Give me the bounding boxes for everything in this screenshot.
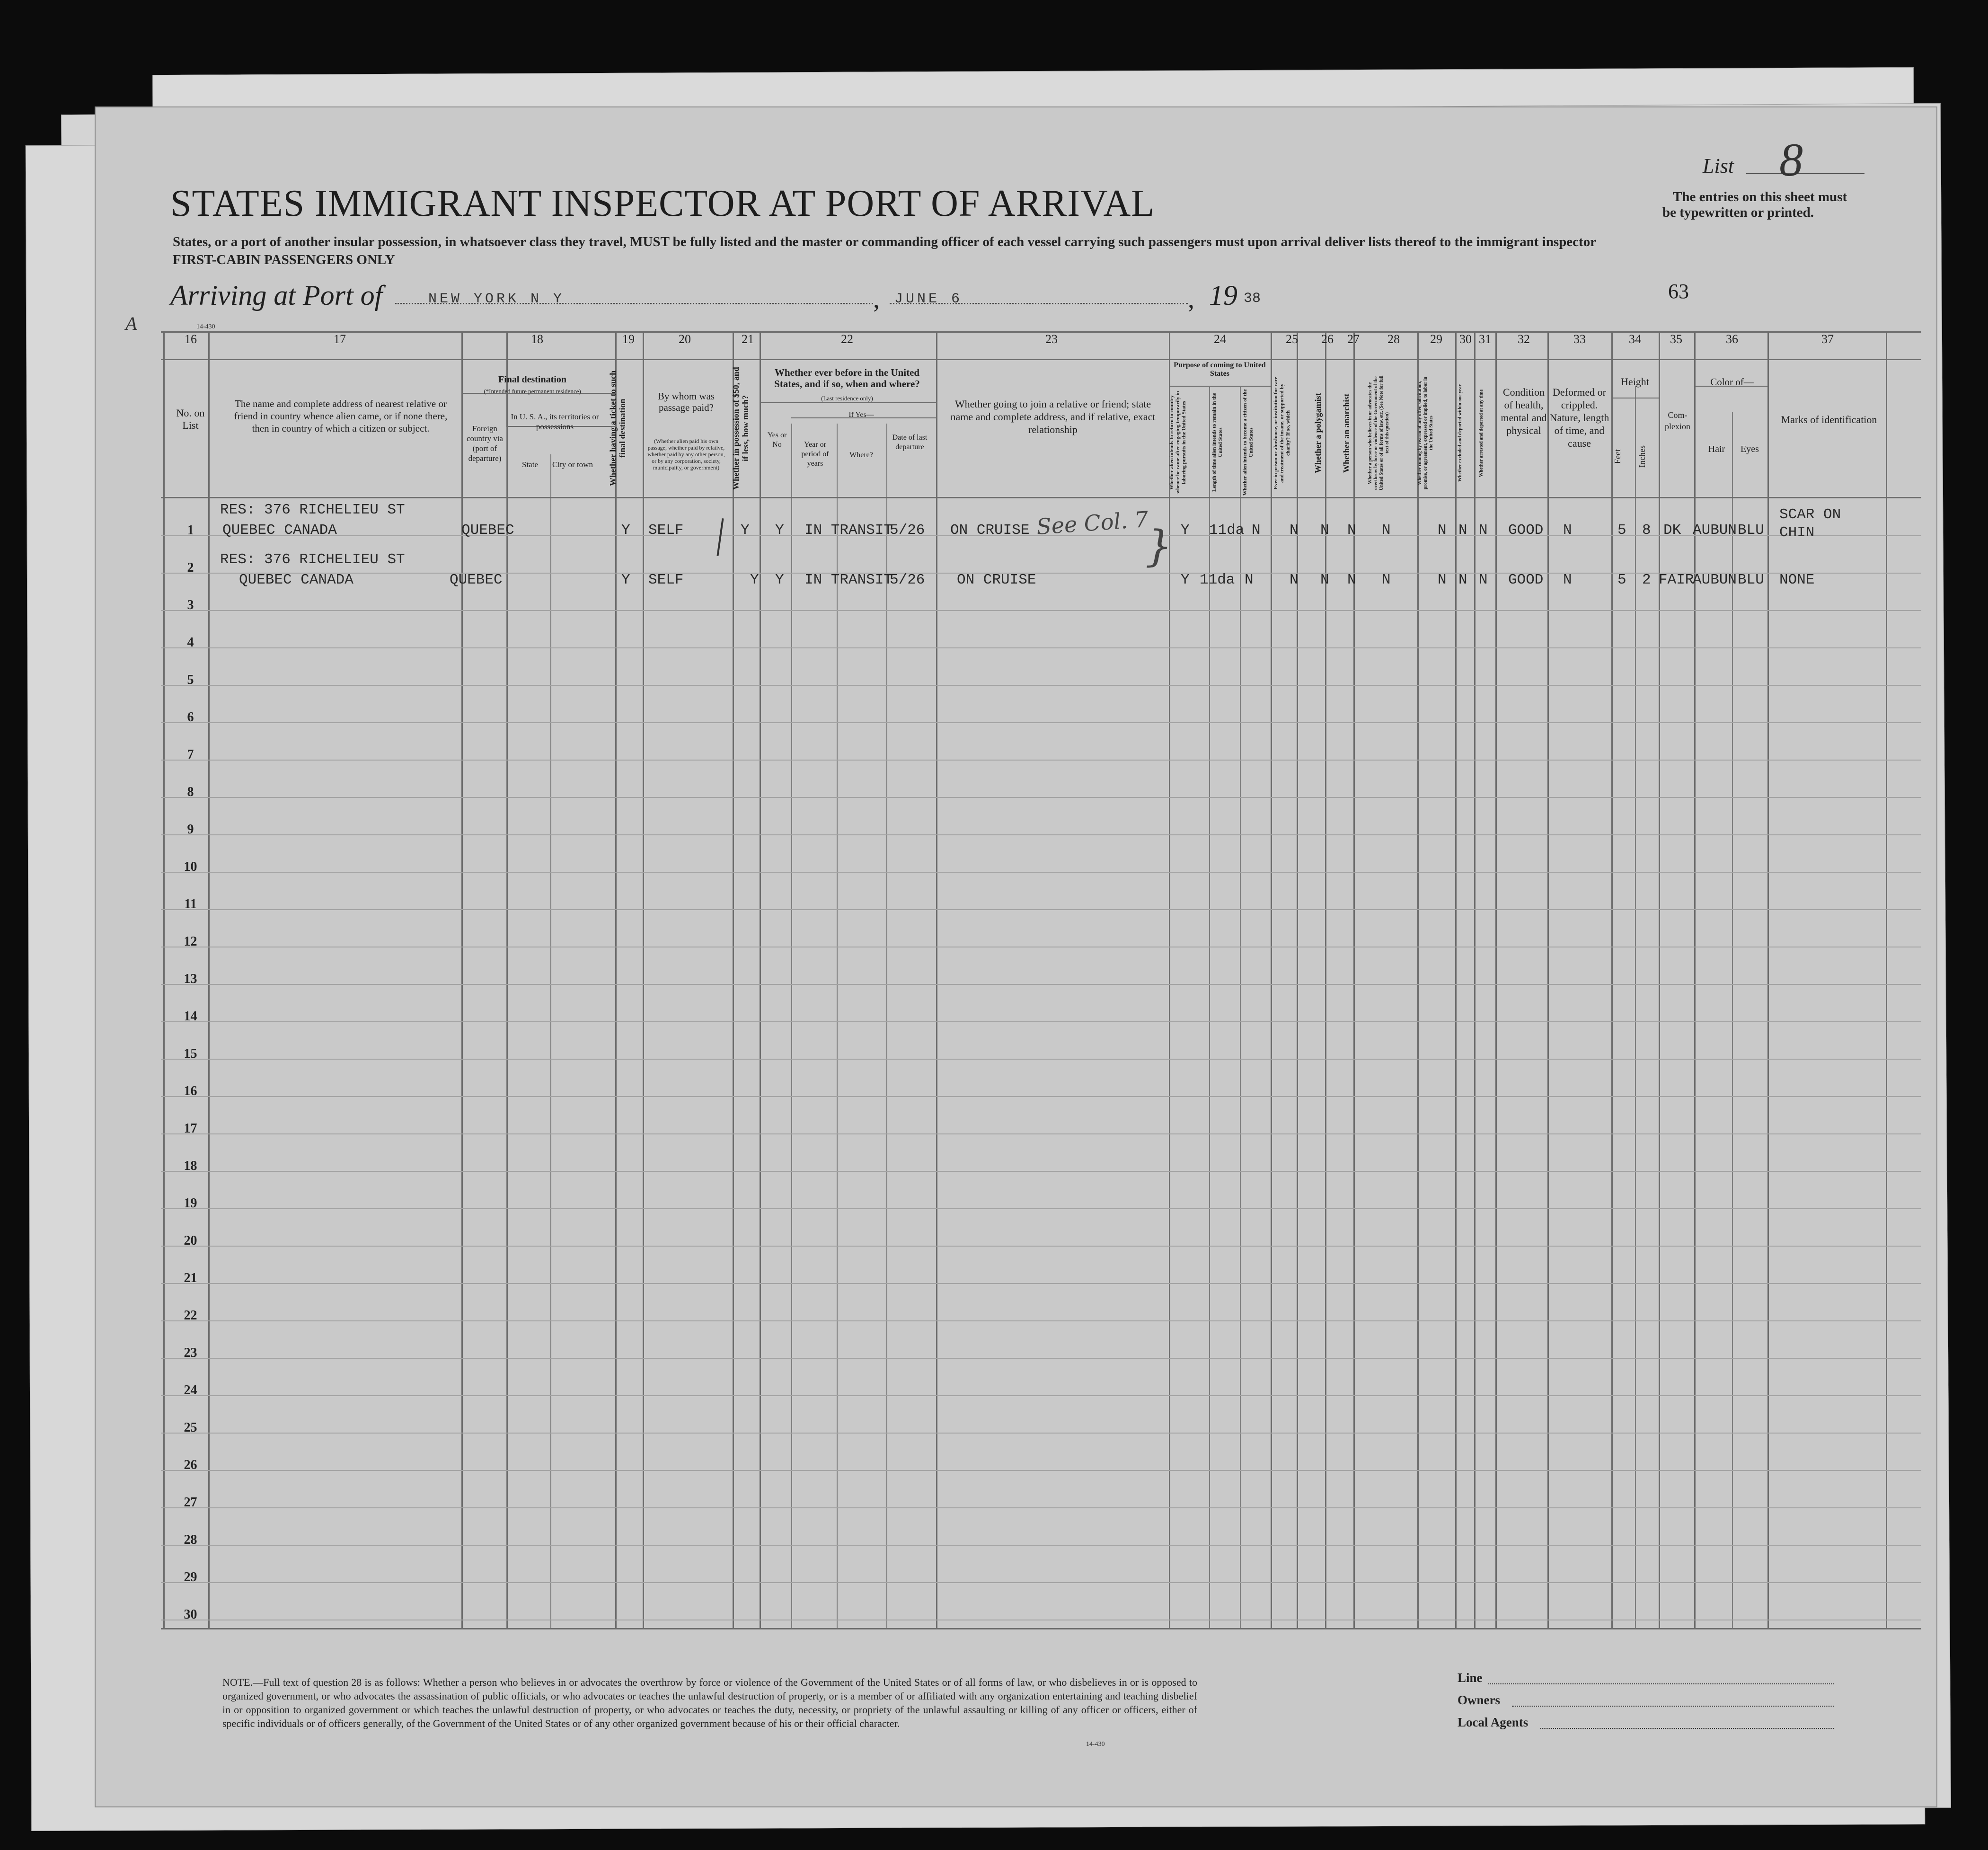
header-c35: Com- plexion: [1665, 410, 1690, 431]
row-rule: [161, 1171, 1921, 1172]
row-rule: [161, 1246, 1921, 1247]
entry-1-labor-offer: N: [1438, 522, 1447, 539]
entry-1-overthrow: N: [1382, 522, 1391, 539]
sub-column-divider: [791, 424, 792, 1628]
entry-2-polygamist: N: [1320, 572, 1329, 588]
column-divider: [163, 331, 165, 1628]
row-rule: [161, 573, 1921, 574]
row-number: 8: [187, 785, 194, 799]
row-rule: [161, 834, 1921, 835]
entry-2-length-of-stay: 11da: [1200, 572, 1235, 588]
column-divider: [615, 331, 617, 1628]
header-c22-note: (Last residence only): [821, 395, 873, 402]
local-agents-label: Local Agents: [1458, 1715, 1529, 1729]
entry-1-excluded: N: [1458, 522, 1467, 539]
entry-2-return-intent: Y: [1181, 572, 1190, 588]
column-divider: [1767, 331, 1769, 1628]
entry-1-hair: AUBUN: [1693, 522, 1737, 539]
row-number: 4: [187, 635, 194, 650]
row-rule: [161, 1021, 1921, 1022]
header-c19: Whether having a ticket to such final destination: [608, 370, 627, 487]
row-number: 19: [184, 1196, 197, 1211]
row-rule: [161, 1507, 1921, 1508]
header-c22-date: Date of last departure: [892, 434, 928, 451]
column-number: 23: [1045, 332, 1058, 346]
column-number: 37: [1821, 332, 1834, 346]
entry-2-excluded: N: [1458, 572, 1467, 588]
header-c24-citizen: Whether alien intends to become a citizen of the United States: [1242, 389, 1254, 496]
page-number: 63: [1668, 280, 1689, 303]
row-rule: [161, 1208, 1921, 1209]
row-number: 20: [184, 1233, 197, 1248]
entry-2-arrested: N: [1479, 572, 1488, 588]
entry-1-where: IN TRANSIT: [804, 522, 893, 539]
table-rule: [161, 1628, 1921, 1629]
column-number: 34: [1629, 332, 1641, 346]
arrival-date: JUNE 6: [894, 291, 963, 307]
header-c36-hair: Hair: [1708, 444, 1725, 454]
column-divider: [936, 331, 937, 1628]
row-number: 2: [187, 560, 194, 575]
header-no-on-list: No. on List: [176, 407, 205, 431]
header-c24-length: Length of time alien intends to remain in the United States: [1211, 393, 1223, 492]
table-rule: [161, 497, 1921, 498]
entry-1-feet: 5: [1617, 522, 1626, 539]
column-divider: [1271, 331, 1272, 1628]
column-number: 33: [1573, 332, 1586, 346]
entry-2-citizen-intent: N: [1245, 572, 1254, 588]
entry-2-where: IN TRANSIT: [804, 572, 893, 588]
line-field: [1488, 1683, 1834, 1684]
entry-1-prison: N: [1290, 522, 1299, 539]
column-number: 16: [185, 332, 197, 346]
header-c24-return: Whether alien intends to return to country whence he came after engaging temporarily in laboring pursuits in the United States: [1169, 391, 1187, 494]
sub-column-divider: [506, 426, 507, 1628]
row-number: 29: [184, 1570, 197, 1584]
entry-1-foreign-port: QUEBEC: [461, 522, 514, 539]
sub-column-divider: [550, 454, 551, 1628]
arriving-label: Arriving at Port of: [170, 280, 383, 311]
row-rule: [161, 1133, 1921, 1134]
header-c22-yesno: Yes or No: [767, 431, 787, 449]
row-rule: [161, 1433, 1921, 1434]
row-rule: [161, 685, 1921, 686]
row-number: 25: [184, 1420, 197, 1435]
column-divider: [1659, 331, 1660, 1628]
row-number: 3: [187, 598, 194, 612]
column-number: 19: [622, 332, 635, 346]
column-divider: [1455, 331, 1457, 1628]
column-number: 20: [679, 332, 691, 346]
entry-1-polygamist: N: [1320, 522, 1329, 539]
header-c18-note: (*Intended future permanent residence): [484, 388, 581, 395]
entry-2-hair: AUBUN: [1693, 572, 1737, 588]
separator: ,: [1188, 284, 1194, 314]
header-c26: Whether a polygamist: [1313, 393, 1323, 473]
column-divider: [643, 331, 644, 1628]
entry-1-length-of-stay: 11da: [1209, 522, 1245, 539]
row-number: 9: [187, 822, 194, 837]
intro-text: States, or a port of another insular possession, in whatsoever class they travel, MUST be fully listed and the master or commanding officer of each vessel carrying such passengers must upon arrival deliver lists thereof to the immigrant inspector: [173, 234, 1597, 249]
agents-field: [1540, 1728, 1834, 1729]
entry-2-joining: ON CRUISE: [957, 572, 1036, 588]
row-number: 10: [184, 859, 197, 874]
handwritten-note: See Col. 7: [1035, 506, 1149, 540]
row-rule: [161, 1059, 1921, 1060]
header-c18-city: City or town: [552, 460, 593, 469]
entry-1-last-departure: 5/26: [890, 522, 925, 539]
header-c24: Purpose of coming to United States: [1174, 361, 1266, 378]
row-number: 7: [187, 747, 194, 762]
row-rule: [161, 1358, 1921, 1359]
entry-2-overthrow: N: [1382, 572, 1391, 588]
header-c25: Ever in prison or almshouse, or institution for care and treatment of the insane, or supported by charity? If so, which: [1273, 377, 1291, 489]
entry-1-before-in-us: Y: [775, 522, 784, 539]
column-number: 21: [742, 332, 754, 346]
passenger-class: FIRST-CABIN PASSENGERS ONLY: [173, 252, 395, 267]
entry-2-possession-50: Y: [750, 572, 759, 588]
header-c36: Color of—: [1710, 376, 1754, 388]
entry-1-ticket: Y: [621, 522, 630, 539]
row-rule: [161, 722, 1921, 723]
entry-2-anarchist: N: [1347, 572, 1356, 588]
header-c17: The name and complete address of nearest relative or friend in country whence alien came, or if none there, then in country of which a citizen or subject.: [234, 398, 448, 434]
header-sub-rule: [1169, 386, 1271, 387]
entry-1-eyes: BLU: [1738, 522, 1764, 539]
header-c20-note: (Whether alien paid his own passage, whether paid by relative, whether paid by any other person, or by any corporation, society, municipality, or government): [647, 438, 725, 471]
row-rule: [161, 647, 1921, 648]
row-rule: [161, 760, 1921, 761]
entry-2-passage-paid: SELF: [648, 572, 684, 588]
row-number: 28: [184, 1532, 197, 1547]
entry-2-health: GOOD: [1508, 572, 1544, 588]
column-number: 32: [1518, 332, 1530, 346]
header-c34-inches: Inches: [1637, 445, 1647, 468]
row-rule: [161, 1545, 1921, 1546]
row-number: 22: [184, 1308, 197, 1323]
column-divider: [1474, 331, 1476, 1628]
sub-column-divider: [837, 424, 838, 1628]
column-number: 30: [1459, 332, 1472, 346]
entry-2-address: RES: 376 RICHELIEU ST: [220, 551, 405, 568]
row-number: 1: [187, 523, 194, 538]
column-divider: [1495, 331, 1497, 1628]
header-c27: Whether an anarchist: [1342, 393, 1351, 473]
header-c34: Height: [1621, 376, 1649, 388]
header-c18: Final destination: [498, 374, 566, 385]
entry-2-address: QUEBEC CANADA: [239, 572, 353, 588]
entry-2-deformed: N: [1563, 572, 1572, 588]
row-number: 24: [184, 1383, 197, 1398]
entry-2-complexion: FAIR: [1659, 572, 1694, 588]
column-number: 25: [1286, 332, 1298, 346]
entry-1-joining: ON CRUISE: [950, 522, 1030, 539]
row-number: 18: [184, 1159, 197, 1173]
separator: ,: [873, 284, 880, 314]
form-code: 14-430: [196, 323, 215, 330]
entry-1-inches: 8: [1642, 522, 1651, 539]
row-rule: [161, 610, 1921, 611]
header-c18-foreign: Foreign country via (port of departure): [467, 424, 503, 463]
entry-1-marks: SCAR ON: [1779, 506, 1841, 523]
header-c23: Whether going to join a relative or friend; state name and complete address, and if relative, exact relationship: [950, 398, 1156, 435]
row-number: 17: [184, 1121, 197, 1136]
instructions: be typewritten or printed.: [1662, 205, 1814, 220]
list-label: List: [1703, 154, 1734, 177]
row-number: 14: [184, 1009, 197, 1024]
header-c20: By whom was passage paid?: [657, 390, 715, 413]
instructions: The entries on this sheet must: [1673, 189, 1847, 204]
header-c34-feet: Feet: [1613, 449, 1622, 464]
row-number: 13: [184, 972, 197, 986]
row-rule: [161, 1283, 1921, 1284]
entry-2-before-in-us: Y: [775, 572, 784, 588]
entry-2-marks: NONE: [1779, 572, 1815, 588]
table-rule: [161, 359, 1921, 360]
column-number: 27: [1347, 332, 1360, 346]
column-number: 26: [1321, 332, 1334, 346]
header-c18-us: In U. S. A., its territories or possessions: [511, 412, 599, 431]
form-title: STATES IMMIGRANT INSPECTOR AT PORT OF ARRIVAL: [170, 183, 1155, 224]
header-c31: Whether arrested and deported at any time: [1479, 389, 1484, 477]
year-suffix: 38: [1244, 291, 1261, 307]
column-number: 17: [334, 332, 346, 346]
header-c37: Marks of identification: [1781, 414, 1877, 425]
header-c32: Condition of health, mental and physical: [1501, 386, 1547, 436]
header-c30: Whether excluded and deported within one year: [1458, 384, 1463, 482]
row-number: 11: [184, 897, 197, 912]
row-rule: [161, 1096, 1921, 1097]
row-rule: [161, 1320, 1921, 1321]
entry-2-foreign-port: QUEBEC: [450, 572, 503, 588]
header-c22-years: Year or period of years: [801, 441, 829, 468]
row-rule: [161, 984, 1921, 985]
column-divider: [760, 331, 761, 1628]
handwritten-brace: }: [1145, 522, 1173, 571]
year-prefix: 19: [1209, 280, 1237, 311]
entry-1-return-intent: Y: [1181, 522, 1190, 539]
entry-1-arrested: N: [1479, 522, 1488, 539]
column-number: 18: [531, 332, 543, 346]
column-divider: [1611, 331, 1613, 1628]
port-of-arrival: NEW YORK N Y: [428, 291, 565, 307]
row-number: 27: [184, 1495, 197, 1510]
row-number: 23: [184, 1345, 197, 1360]
column-number: 24: [1214, 332, 1226, 346]
entry-1-citizen-intent: N: [1252, 522, 1261, 539]
row-number: 16: [184, 1084, 197, 1098]
form-code: 14-430: [1086, 1741, 1105, 1748]
column-number: 28: [1387, 332, 1400, 346]
entry-2-eyes: BLU: [1738, 572, 1764, 588]
owners-field: [1512, 1706, 1834, 1707]
header-c29: Whether coming by reason of any offer, solicitation, promise, or agreement, expressed or implied, to labor in the United States: [1417, 376, 1434, 490]
entry-1-deformed: N: [1563, 522, 1572, 539]
row-rule: [161, 797, 1921, 798]
sub-column-divider: [1635, 386, 1636, 1628]
entry-2-prison: N: [1290, 572, 1299, 588]
footnote: NOTE.—Full text of question 28 is as follows: Whether a person who believes in or advocates the overthrow by force or violence of the Government of the United States or of all forms of law, or who disbelieves in or is opposed to organized government, or who advocates the assassination of public officials, or who advocates or teaches the unlawful destruction of property, or is a member of or affiliated with any organization entertaining and teaching disbelief in or opposition to organized government or which teaches the unlawful destruction of property, or who advocates or teaches the duty, necessity, or propriety of the unlawful assaulting or killing of any officer or officers, either of specific individuals or of officers generally, of the Government of the United States or of any other organized government because of his or their official character.: [222, 1676, 1197, 1729]
header-c22-where: Where?: [849, 451, 873, 459]
column-divider: [1417, 331, 1419, 1628]
entry-2-last-departure: 5/26: [890, 572, 925, 588]
header-c28: Whether a person who believes in or advocates the overthrow by force or violence of the Government of the United States or of all forms of law, etc. (See Note for full text of this question): [1368, 375, 1390, 491]
sub-column-divider: [1732, 412, 1733, 1628]
row-number: 30: [184, 1607, 197, 1622]
list-underline: [1746, 173, 1864, 174]
entry-1-complexion: DK: [1663, 522, 1681, 539]
row-rule: [161, 1470, 1921, 1471]
entry-2-inches: 2: [1642, 572, 1651, 588]
row-number: 5: [187, 673, 194, 687]
row-rule: [161, 909, 1921, 910]
entry-2-feet: 5: [1617, 572, 1626, 588]
row-number: 6: [187, 710, 194, 725]
column-divider: [1547, 331, 1549, 1628]
column-number: 36: [1726, 332, 1738, 346]
header-c22: Whether ever before in the United States, and if so, when and where?: [774, 367, 920, 389]
header-c18-state: State: [522, 460, 538, 469]
entry-2-labor-offer: N: [1438, 572, 1447, 588]
column-number: 29: [1430, 332, 1442, 346]
column-number: 35: [1670, 332, 1682, 346]
row-number: 26: [184, 1458, 197, 1472]
entry-2-ticket: Y: [621, 572, 630, 588]
column-number: 31: [1479, 332, 1491, 346]
list-number: 8: [1779, 133, 1803, 186]
row-number: 12: [184, 934, 197, 949]
entry-1-anarchist: N: [1347, 522, 1356, 539]
header-c36-eyes: Eyes: [1741, 444, 1759, 454]
entry-1-health: GOOD: [1508, 522, 1544, 539]
entry-1-address: QUEBEC CANADA: [222, 522, 337, 539]
row-number: 21: [184, 1271, 197, 1285]
header-c21: Whether in possession of $50, and if less, how much?: [731, 367, 750, 490]
line-label: Line: [1458, 1671, 1483, 1685]
row-rule: [161, 1395, 1921, 1396]
sub-column-divider: [886, 424, 887, 1628]
header-c22-ifyes: If Yes—: [848, 411, 874, 419]
column-divider: [1886, 331, 1887, 1628]
owners-label: Owners: [1458, 1693, 1500, 1707]
corner-mark: A: [125, 313, 137, 334]
row-number: 15: [184, 1046, 197, 1061]
entry-1-possession-50: Y: [741, 522, 750, 539]
row-rule: [161, 872, 1921, 873]
manifest-sheet: [95, 106, 1937, 1807]
column-divider: [733, 331, 734, 1628]
entry-1-marks: CHIN: [1779, 524, 1815, 541]
entry-1-passage-paid: SELF: [648, 522, 684, 539]
header-c33: Deformed or crippled. Nature, length of time, and cause: [1549, 386, 1609, 449]
row-rule: [161, 1582, 1921, 1583]
entry-1-address: RES: 376 RICHELIEU ST: [220, 502, 405, 518]
column-number: 22: [841, 332, 853, 346]
